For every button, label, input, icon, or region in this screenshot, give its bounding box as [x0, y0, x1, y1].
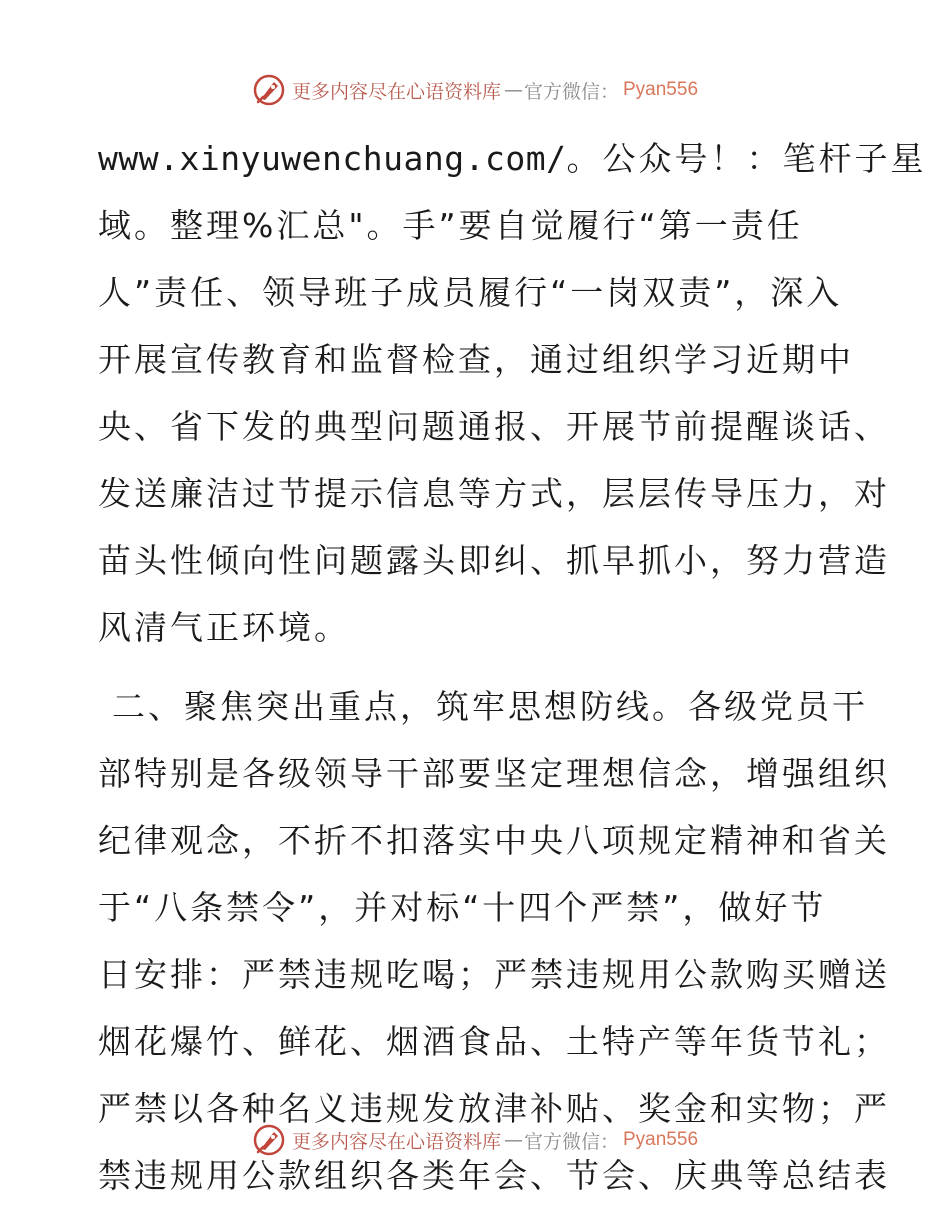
- text-line: 央、省下发的典型问题通报、开展节前提醒谈话、: [98, 407, 890, 446]
- watermark-site-text: 更多内容尽在心语资料库: [291, 80, 501, 103]
- text-line: 日安排：严禁违规吃喝；严禁违规用公款购买赠送: [98, 955, 890, 994]
- text-line: 风清气正环境。: [98, 608, 350, 647]
- text-line: 部特别是各级领导干部要坚定理想信念，增强组织: [98, 754, 890, 793]
- text-line: 苗头性倾向性问题露头即纠、抓早抓小，努力营造: [98, 541, 890, 580]
- watermark-wechat-label: 官方微信：: [523, 1130, 619, 1153]
- text-line: 二、聚焦突出重点，筑牢思想防线。各级党员干: [112, 687, 868, 726]
- watermark-separator: —: [503, 1129, 521, 1151]
- paragraph-gap: [98, 661, 858, 673]
- text-line: 禁违规用公款组织各类年会、节会、庆典等总结表: [98, 1156, 890, 1195]
- url-text: www.xinyuwenchuang.com/: [98, 139, 567, 178]
- footer-watermark: [0, 1120, 950, 1160]
- text-line: 域。整理%汇总"。手”要自觉履行“第一责任: [98, 206, 803, 245]
- watermark-wechat-id: Pyan556: [623, 1129, 699, 1150]
- watermark-separator: —: [503, 79, 521, 101]
- document-body: [98, 125, 927, 1209]
- pen-nib-logo-icon: [252, 73, 286, 107]
- line-continuation: 。公众号！：笔杆子星: [566, 139, 927, 178]
- pen-nib-logo-icon: [252, 1123, 286, 1157]
- text-line: 于“八条禁令”，并对标“十四个严禁”，做好节: [98, 888, 827, 927]
- text-line: 人”责任、领导班子成员履行“一岗双责”，深入: [98, 273, 843, 312]
- header-watermark: [0, 70, 950, 110]
- text-line: 发送廉洁过节提示信息等方式，层层传导压力，对: [98, 474, 890, 513]
- watermark-site-text: 更多内容尽在心语资料库: [291, 1130, 501, 1153]
- text-line: 严禁以各种名义违规发放津补贴、奖金和实物；严: [98, 1089, 890, 1128]
- text-line: [98, 125, 927, 192]
- watermark-wechat-id: Pyan556: [623, 79, 699, 100]
- text-line: 纪律观念，不折不扣落实中央八项规定精神和省关: [98, 821, 890, 860]
- text-line: 开展宣传教育和监督检查，通过组织学习近期中: [98, 340, 854, 379]
- text-line: 烟花爆竹、鲜花、烟酒食品、土特产等年货节礼；: [98, 1022, 890, 1061]
- watermark-wechat-label: 官方微信：: [523, 80, 619, 103]
